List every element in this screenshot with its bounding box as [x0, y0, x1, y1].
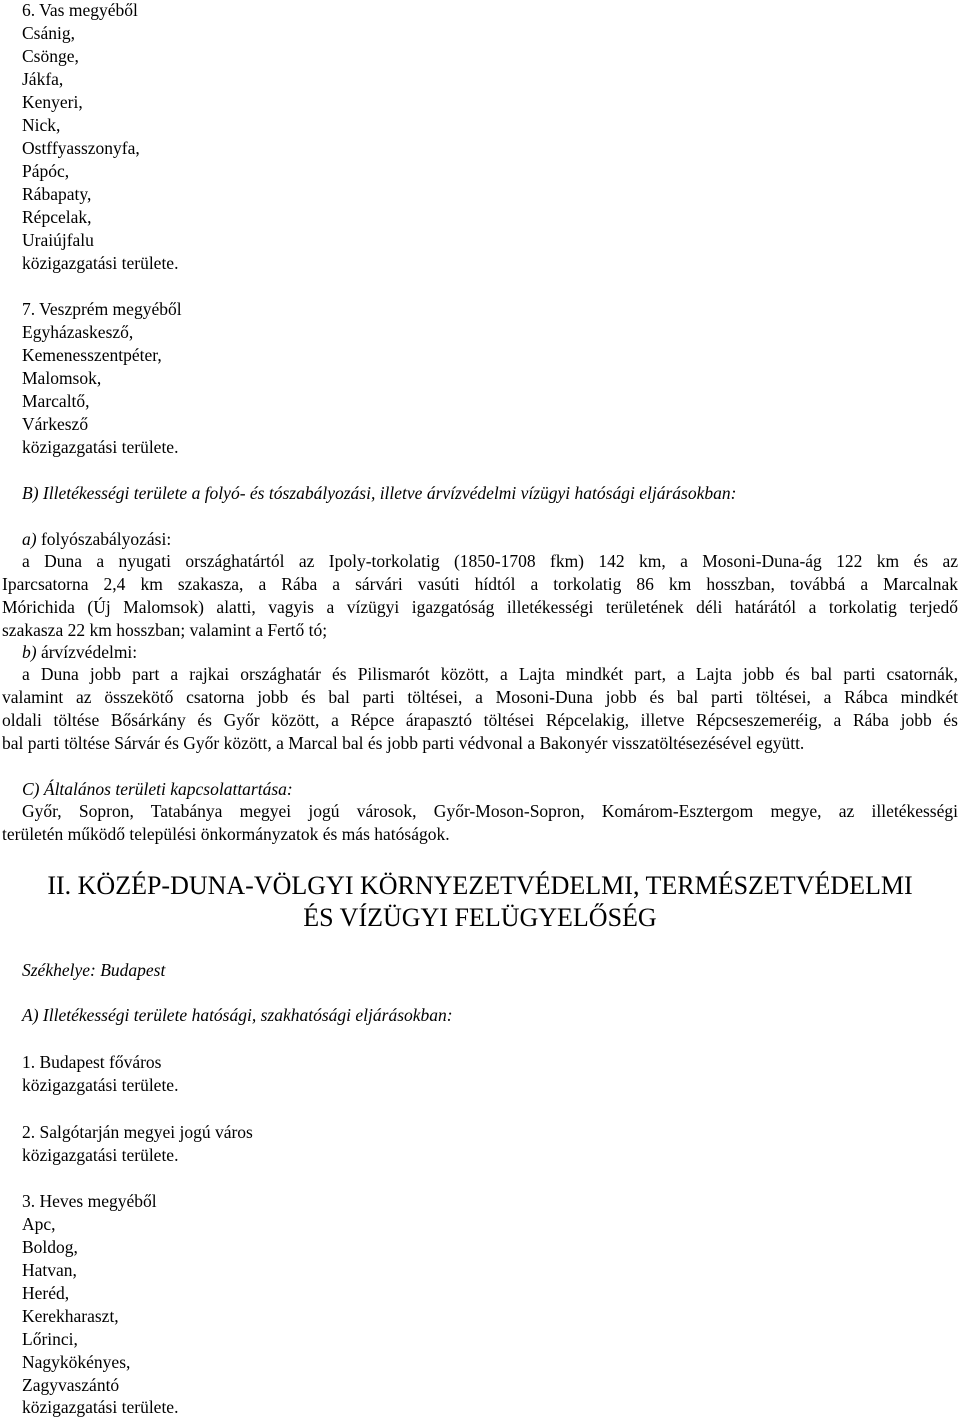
subsection-a-title: folyószabályozási: [36, 529, 172, 549]
chapter-heading-line-2: ÉS VÍZÜGYI FELÜGYELŐSÉG [303, 903, 657, 932]
list-item: Nick, [22, 115, 61, 135]
section-c-heading: C) Általános területi kapcsolattartása: [22, 779, 293, 799]
section-c-paragraph [22, 800, 958, 823]
list-item: Zagyvaszántó [22, 1375, 120, 1395]
section-7-title: 7. Veszprém megyéből [22, 299, 182, 319]
subsection-a-heading [22, 529, 171, 549]
section-3-footer: közigazgatási területe. [22, 1397, 179, 1417]
list-item: Heréd, [22, 1283, 70, 1303]
subsection-a-paragraph [22, 550, 958, 573]
list-item: Jákfa, [22, 69, 64, 89]
paragraph-line: valamint az összekötő csatorna jobb és bal parti töltései, a Mosoni-Duna jobb és bal parti töltései, a Rábca mindkét [2, 687, 958, 707]
list-item: Malomsok, [22, 368, 102, 388]
chapter-heading-line-1: II. KÖZÉP-DUNA-VÖLGYI KÖRNYEZETVÉDELMI, TERMÉSZETVÉDELMI [47, 871, 913, 900]
section-7-footer: közigazgatási területe. [22, 437, 179, 457]
section-3-title: 3. Heves megyéből [22, 1191, 157, 1211]
paragraph-line: szakasza 22 km hosszban; valamint a Fertő tó; [2, 620, 328, 640]
paragraph-line: a Duna a nyugati országhatártól az Ipoly-torkolatig (1850-1708 fkm) 142 km, a Mosoni-Duna-ág 122 km és az [22, 551, 958, 571]
list-item: Rábapaty, [22, 184, 92, 204]
section-1-footer: közigazgatási területe. [22, 1075, 179, 1095]
subsection-b-heading [22, 642, 137, 662]
list-item: Lőrinci, [22, 1329, 78, 1349]
paragraph-line: bal parti töltése Sárvár és Győr között, a Marcal bal és jobb parti védvonal a Bakonyér visszatöltésezésével együtt. [2, 733, 805, 753]
list-item: Kenyeri, [22, 92, 83, 112]
section-2-footer: közigazgatási területe. [22, 1145, 179, 1165]
paragraph-line: oldali töltése Bősárkány és Győr között, a Répce árapasztó töltései Répcelakig, illetve Répcseszemeréig, a Rába jobb és [2, 710, 958, 730]
list-item: Hatvan, [22, 1260, 77, 1280]
subsection-b-paragraph-cont [2, 686, 958, 755]
list-item: Pápóc, [22, 161, 70, 181]
seat-line: Székhelye: Budapest [22, 960, 166, 980]
subsection-b-paragraph [22, 663, 958, 686]
list-item: Apc, [22, 1214, 56, 1234]
paragraph-line: Győr, Sopron, Tatabánya megyei jogú városok, Győr-Moson-Sopron, Komárom-Esztergom megye, az illetékességi [22, 801, 958, 821]
list-item: Répcelak, [22, 207, 92, 227]
list-item: Csánig, [22, 23, 75, 43]
paragraph-line: a Duna jobb part a rajkai országhatár és Pilismarót között, a Lajta mindkét part, a Lajta jobb és bal parti csatornák, [22, 664, 958, 684]
list-item: Nagykökényes, [22, 1352, 131, 1372]
section-ii-a-heading: A) Illetékességi területe hatósági, szakhatósági eljárásokban: [22, 1005, 453, 1025]
list-item: Marcaltő, [22, 391, 90, 411]
list-item: Kemenesszentpéter, [22, 345, 162, 365]
section-6-title: 6. Vas megyéből [22, 0, 138, 20]
subsection-b-title: árvízvédelmi: [36, 642, 138, 662]
paragraph-line: Iparcsatorna 2,4 km szakasza, a Rába a sárvári vasúti hídtól a torkolatig 86 km hosszban, továbbá a Marcalnak [2, 574, 958, 594]
subsection-b-label: b) [22, 642, 37, 662]
paragraph-line: területén működő települési önkormányzatok és más hatóságok. [2, 824, 450, 844]
list-item: Csönge, [22, 46, 79, 66]
section-c-paragraph-cont [2, 823, 958, 846]
subsection-a-paragraph-cont [2, 573, 958, 642]
subsection-a-label: a) [22, 529, 37, 549]
list-item: Várkesző [22, 414, 89, 434]
list-item: Uraiújfalu [22, 230, 94, 250]
list-item: Kerekharaszt, [22, 1306, 119, 1326]
list-item: Ostffyasszonyfa, [22, 138, 140, 158]
paragraph-line: Mórichida (Új Malomsok) alatti, vagyis a vízügyi igazgatóság illetékességi területének déli határától a torkolatig terjedő [2, 597, 958, 617]
list-item: Egyházaskesző, [22, 322, 134, 342]
section-6-footer: közigazgatási területe. [22, 253, 179, 273]
section-2-title: 2. Salgótarján megyei jogú város [22, 1122, 253, 1142]
section-1-title: 1. Budapest főváros [22, 1052, 162, 1072]
section-b-heading: B) Illetékességi területe a folyó- és tószabályozási, illetve árvízvédelmi vízügyi hatósági eljárásokban: [22, 483, 737, 503]
list-item: Boldog, [22, 1237, 78, 1257]
